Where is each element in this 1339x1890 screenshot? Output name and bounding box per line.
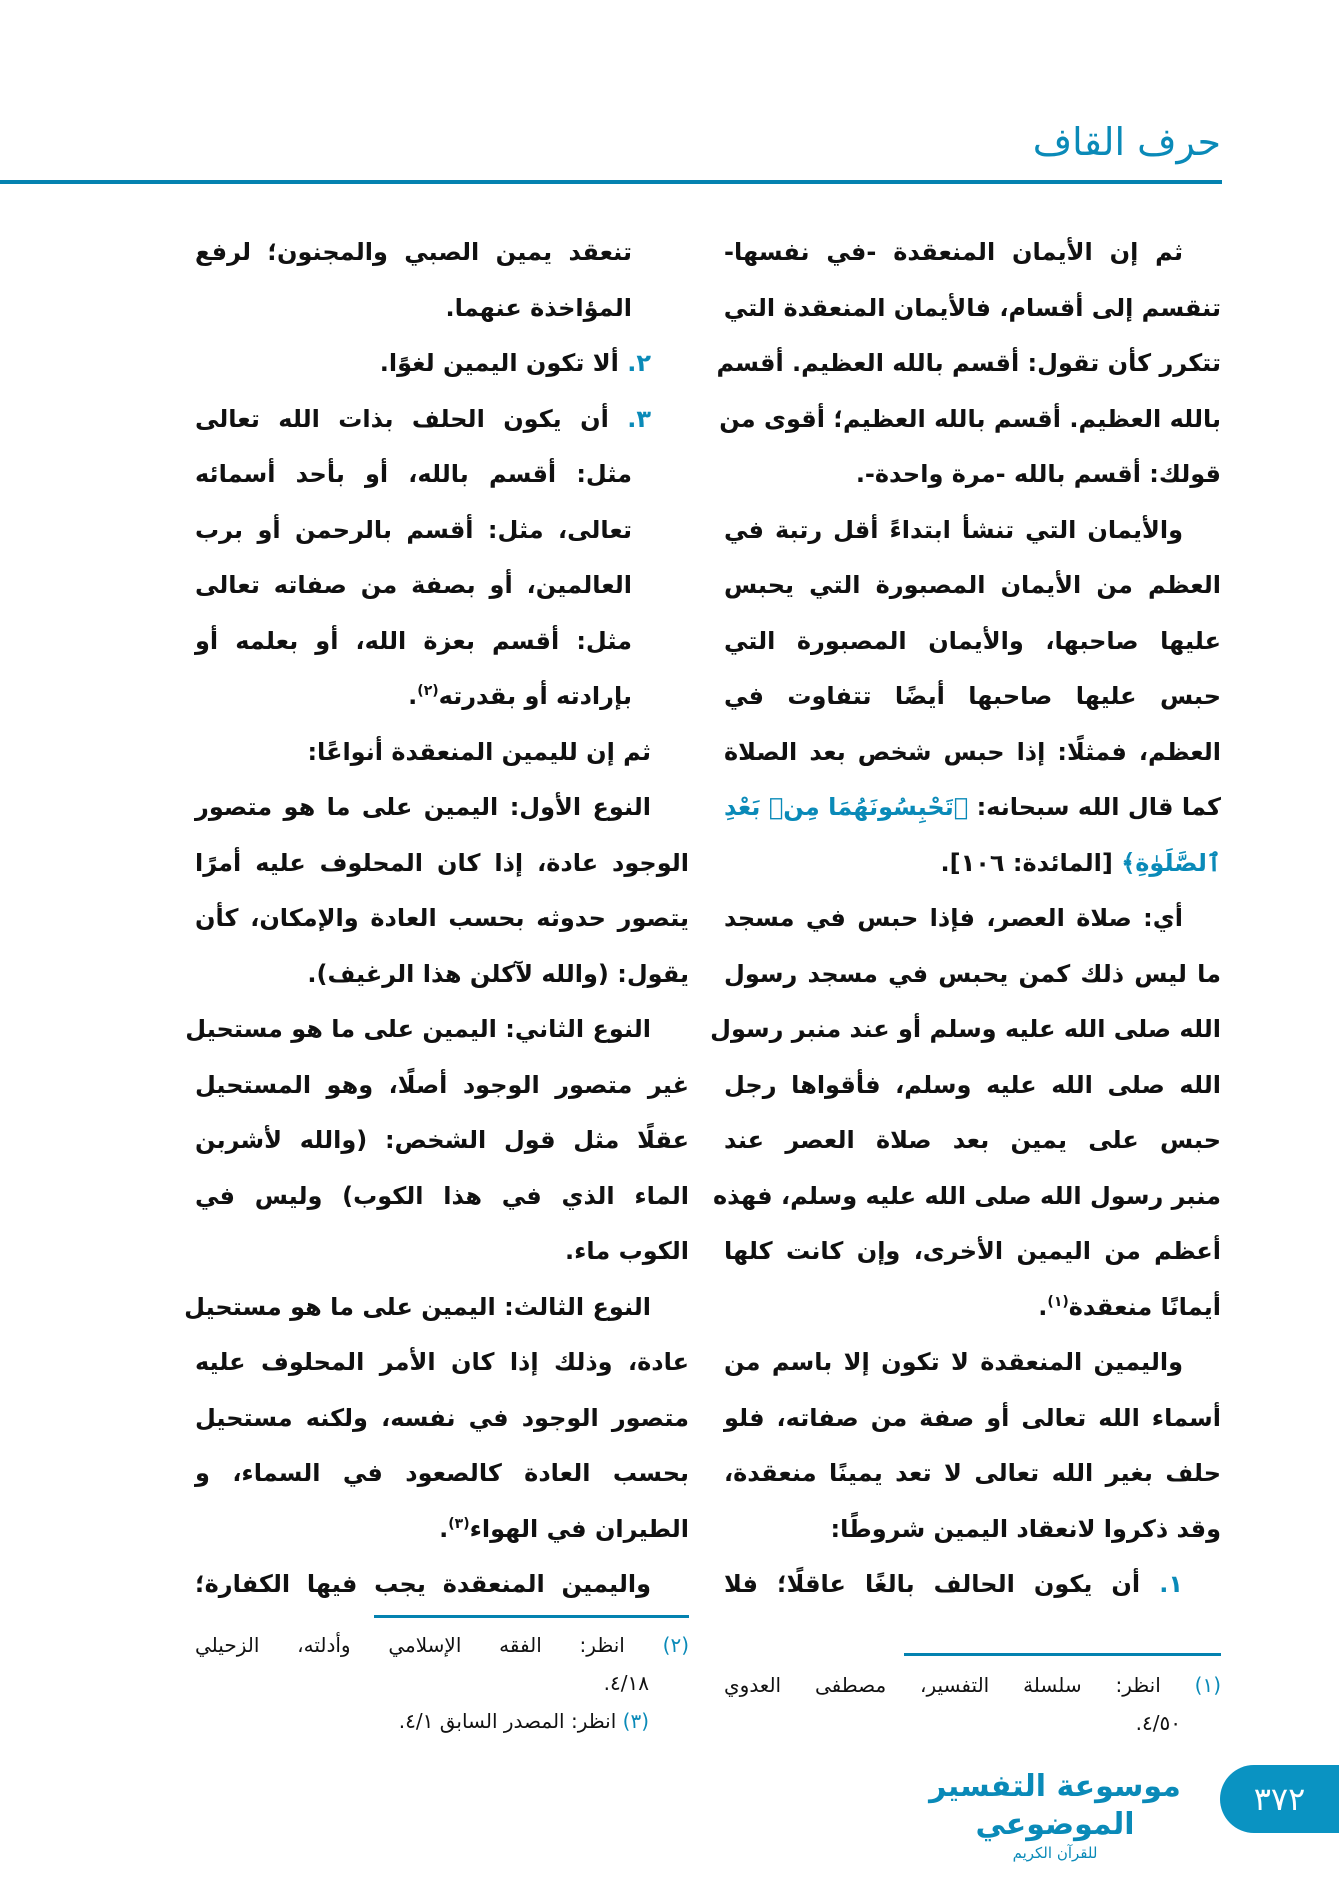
text-segment: ثم إن الأيمان المنعقدة -في نفسها- xyxy=(724,238,1183,266)
text-segment: واليمين المنعقدة لا تكون إلا باسم من xyxy=(724,1348,1183,1376)
text-line xyxy=(724,891,1221,947)
text-line xyxy=(195,1224,689,1280)
footnote-ref[interactable]: (١) xyxy=(1047,1293,1069,1310)
footnote-text: انظر: المصدر السابق ٤/١. xyxy=(398,1709,617,1733)
text-segment: يتصور حدوثه بحسب العادة والإمكان، كأن xyxy=(195,904,689,932)
text-segment: اليمين على ما هو مستحيل xyxy=(184,1292,505,1321)
text-line xyxy=(195,336,689,392)
text-line xyxy=(724,1280,1221,1336)
highlighted-text: ٱلصَّلَوٰةِ﴾ xyxy=(1121,848,1221,877)
text-line xyxy=(724,614,1221,670)
text-segment: عادة، وذلك إذا كان الأمر المحلوف عليه xyxy=(195,1348,689,1376)
text-segment: تتكرر كأن تقول: أقسم بالله العظيم. أقسم xyxy=(716,349,1221,377)
text-segment: الطيران في الهواء xyxy=(469,1514,689,1543)
text-segment: أعظم من اليمين الأخرى، وإن كانت كلها xyxy=(724,1237,1221,1265)
text-segment: مثل: أقسم بالله، أو بأحد أسمائه xyxy=(195,460,632,488)
text-line xyxy=(724,1446,1221,1502)
text-segment: متصور الوجود في نفسه، ولكنه مستحيل xyxy=(195,1403,689,1432)
text-line xyxy=(724,1502,1221,1558)
text-line xyxy=(724,1391,1221,1447)
text-line xyxy=(195,1058,689,1114)
text-line xyxy=(195,780,689,836)
text-segment: الوجود عادة، إذا كان المحلوف عليه أمرًا xyxy=(195,848,689,877)
text-line xyxy=(724,1058,1221,1114)
text-segment: بحسب العادة كالصعود في السماء، و xyxy=(195,1459,689,1487)
text-segment: واليمين المنعقدة يجب فيها الكفارة؛ xyxy=(195,1570,651,1598)
text-segment: اليمين على ما هو مستحيل xyxy=(185,1015,506,1043)
text-segment: أن يكون الحالف بالغًا عاقلًا؛ فلا xyxy=(724,1570,1160,1598)
footnote-ref[interactable]: (٢) xyxy=(417,683,439,699)
text-line xyxy=(195,1502,689,1558)
text-segment: المؤاخذة عنهما. xyxy=(445,293,632,322)
footnote-number: (٢) xyxy=(662,1633,689,1657)
text-line xyxy=(716,336,1221,392)
footnote-text: ٤/١٨. xyxy=(603,1671,649,1695)
logo-title: موسوعة التفسير الموضوعي xyxy=(929,1769,1181,1842)
footnotes-right xyxy=(724,1666,1221,1742)
text-line xyxy=(195,947,689,1003)
text-line xyxy=(195,1557,689,1613)
footnote-line xyxy=(724,1704,1221,1742)
text-line xyxy=(724,780,1221,836)
footnote-text: انظر: الفقه الإسلامي وأدلته، الزحيلي xyxy=(195,1633,625,1657)
text-line xyxy=(724,281,1221,337)
text-segment: تنقسم إلى أقسام، فالأيمان المنعقدة التي xyxy=(723,293,1221,322)
text-segment: تنعقد يمين الصبي والمجنون؛ لرفع xyxy=(195,238,632,266)
footnote-line xyxy=(195,1702,689,1740)
text-line xyxy=(719,392,1221,448)
text-line xyxy=(724,225,1221,281)
text-line xyxy=(724,947,1221,1003)
highlighted-text: ﴿تَحْبِسُونَهُمَا مِنۢ بَعْدِ xyxy=(724,793,969,821)
footnote-divider-left xyxy=(374,1615,689,1618)
header-divider xyxy=(0,180,1222,184)
text-segment: أي: صلاة العصر، فإذا حبس في مسجد xyxy=(724,904,1183,932)
text-segment: منبر رسول الله صلى الله عليه وسلم، فهذه xyxy=(713,1181,1221,1210)
footnote-line xyxy=(195,1664,689,1702)
text-segment: وقد ذكروا لانعقاد اليمين شروطًا: xyxy=(830,1514,1221,1543)
text-line xyxy=(195,447,689,503)
text-line xyxy=(195,558,689,614)
text-segment: ألا تكون اليمين لغوًا. xyxy=(379,349,628,377)
text-line xyxy=(195,669,689,725)
text-segment: بالله العظيم. أقسم بالله العظيم؛ أقوى من xyxy=(719,404,1221,433)
chapter-title: حرف القاف xyxy=(1032,120,1221,164)
footnote-line xyxy=(195,1626,689,1664)
text-segment: . xyxy=(408,682,418,710)
text-line xyxy=(195,392,689,448)
right-column xyxy=(710,225,1221,1613)
text-segment: [المائدة: ١٠٦]. xyxy=(940,848,1122,877)
text-segment: تعالى، مثل: أقسم بالرحمن أو برب xyxy=(195,515,632,544)
text-segment: عليها صاحبها، والأيمان المصبورة التي xyxy=(724,626,1221,655)
text-line xyxy=(195,1169,689,1225)
text-line xyxy=(195,891,689,947)
text-segment: مثل: أقسم بعزة الله، أو بعلمه أو xyxy=(195,626,632,655)
text-line xyxy=(724,1335,1221,1391)
encyclopedia-logo xyxy=(920,1768,1190,1862)
text-line xyxy=(195,1335,689,1391)
bold-label: النوع الثالث: xyxy=(504,1292,651,1321)
text-line xyxy=(184,1280,689,1336)
text-segment: أن يكون الحلف بذات الله تعالى xyxy=(195,404,628,433)
text-line xyxy=(195,614,689,670)
text-line xyxy=(724,503,1221,559)
text-segment: كما قال الله سبحانه: xyxy=(968,793,1221,821)
text-line xyxy=(195,225,689,281)
text-line xyxy=(724,447,1221,503)
text-segment: حبس عليها صاحبها أيضًا تتفاوت في xyxy=(724,682,1221,710)
text-segment: . xyxy=(1038,1292,1048,1321)
text-segment: غير متصور الوجود أصلًا، وهو المستحيل xyxy=(195,1070,689,1099)
text-line xyxy=(724,836,1221,892)
text-segment: قولك: أقسم بالله -مرة واحدة-. xyxy=(855,460,1221,488)
text-segment: حبس على يمين بعد صلاة العصر عند xyxy=(724,1126,1221,1154)
text-segment: العظم، فمثلًا: إذا حبس شخص بعد الصلاة xyxy=(724,737,1221,766)
page-number: ٣٧٢ xyxy=(1220,1765,1339,1833)
footnote-ref[interactable]: (٣) xyxy=(448,1515,470,1532)
footnote-number: (٣) xyxy=(622,1709,649,1733)
highlighted-text: ١. xyxy=(1159,1570,1183,1598)
text-line xyxy=(724,1557,1221,1613)
footnote-text: ٤/٥٠. xyxy=(1135,1711,1181,1735)
bold-label: النوع الأول: xyxy=(509,793,651,821)
text-line xyxy=(724,1224,1221,1280)
text-line xyxy=(724,1113,1221,1169)
text-segment: الكوب ماء. xyxy=(565,1237,689,1265)
text-segment: أيمانًا منعقدة xyxy=(1068,1292,1221,1321)
text-segment: يقول: (والله لآكلن هذا الرغيف). xyxy=(307,959,689,988)
text-segment: أسماء الله تعالى أو صفة من صفاته، فلو xyxy=(724,1403,1221,1432)
footnote-divider-right xyxy=(904,1653,1221,1656)
text-line xyxy=(195,725,689,781)
text-line xyxy=(195,836,689,892)
text-line xyxy=(185,1002,689,1058)
text-segment: العالمين، أو بصفة من صفاته تعالى xyxy=(195,571,632,599)
footnote-line xyxy=(724,1666,1221,1704)
text-segment: عقلًا مثل قول الشخص: (والله لأشربن xyxy=(195,1126,689,1154)
text-line xyxy=(724,669,1221,725)
footnote-text: انظر: سلسلة التفسير، مصطفى العدوي xyxy=(724,1673,1161,1697)
text-line xyxy=(724,558,1221,614)
bold-label: النوع الثاني: xyxy=(505,1015,651,1043)
text-segment: بإرادته أو بقدرته xyxy=(438,682,632,710)
highlighted-text: ٢. xyxy=(627,349,651,377)
text-segment: الله صلى الله عليه وسلم، فأقواها رجل xyxy=(724,1070,1221,1099)
text-segment: ثم إن لليمين المنعقدة أنواعًا: xyxy=(307,737,651,766)
text-segment: الماء الذي في هذا الكوب) وليس في xyxy=(195,1181,689,1210)
text-segment: اليمين على ما هو متصور xyxy=(195,793,510,821)
text-line xyxy=(195,1113,689,1169)
text-line xyxy=(195,1446,689,1502)
text-line xyxy=(713,1169,1221,1225)
text-segment: حلف بغير الله تعالى لا تعد يمينًا منعقدة، xyxy=(724,1459,1221,1487)
text-segment: الله صلى الله عليه وسلم أو عند منبر رسول xyxy=(710,1015,1221,1043)
text-line xyxy=(195,503,689,559)
text-line xyxy=(195,1391,689,1447)
text-segment: العظم من الأيمان المصبورة التي يحبس xyxy=(724,571,1221,599)
left-column xyxy=(184,225,689,1613)
logo-subtitle: للقرآن الكريم xyxy=(1012,1844,1098,1862)
text-segment: . xyxy=(439,1514,449,1543)
footnotes-left xyxy=(195,1626,689,1740)
text-segment: والأيمان التي تنشأ ابتداءً أقل رتبة في xyxy=(724,515,1183,544)
highlighted-text: ٣. xyxy=(627,404,651,433)
text-line xyxy=(710,1002,1221,1058)
footnote-number: (١) xyxy=(1194,1673,1222,1697)
text-line xyxy=(195,281,689,337)
text-segment: ما ليس ذلك كمن يحبس في مسجد رسول xyxy=(724,959,1221,988)
text-line xyxy=(724,725,1221,781)
